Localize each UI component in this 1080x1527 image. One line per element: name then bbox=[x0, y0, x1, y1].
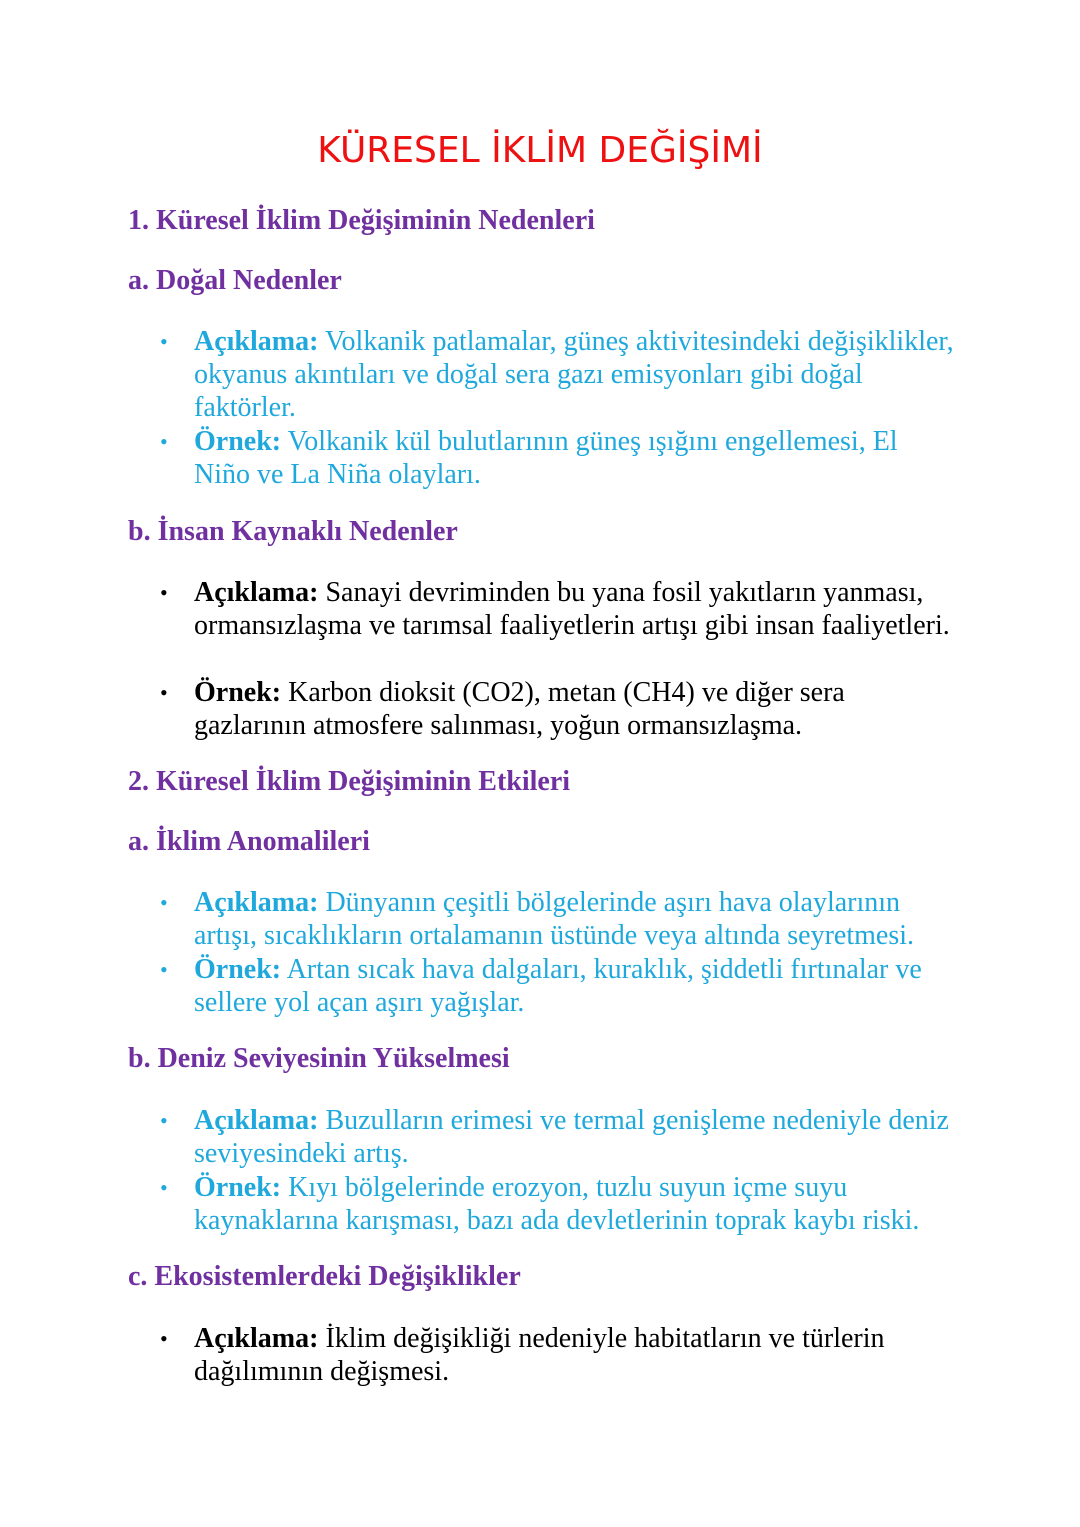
list-item-ecosystems-explanation bbox=[160, 1322, 960, 1388]
item-label: Örnek: bbox=[194, 677, 282, 708]
item-text: Kıyı bölgelerinde erozyon, tuzlu suyun içme suyu kaynaklarına karışması, bazı ada devletlerinin toprak kaybı riski. bbox=[194, 1172, 920, 1236]
bullet-icon: • bbox=[160, 890, 168, 915]
bullet-icon: • bbox=[160, 1108, 168, 1133]
item-label: Örnek: bbox=[194, 426, 282, 457]
item-label: Örnek: bbox=[194, 1172, 282, 1203]
subsection-heading-ecosystems: c. Ekosistemlerdeki Değişiklikler bbox=[128, 1261, 521, 1292]
subsection-heading-climate-anomalies: a. İklim Anomalileri bbox=[128, 826, 370, 857]
item-text: Sanayi devriminden bu yana fosil yakıtların yanması, ormansızlaşma ve tarımsal faaliyetlerin artışı gibi insan faaliyetleri. bbox=[194, 577, 950, 641]
item-text: Artan sıcak hava dalgaları, kuraklık, şiddetli fırtınalar ve sellere yol açan aşırı yağışlar. bbox=[194, 954, 922, 1018]
item-label: Açıklama: bbox=[194, 326, 319, 357]
list-item-sea-level-explanation bbox=[160, 1104, 960, 1170]
list-item-natural-explanation bbox=[160, 325, 960, 424]
item-text: Buzulların erimesi ve termal genişleme nedeniyle deniz seviyesindeki artış. bbox=[194, 1105, 949, 1169]
bullet-icon: • bbox=[160, 1326, 168, 1351]
item-text: Volkanik kül bulutlarının güneş ışığını engellemesi, El Niño ve La Niña olayları. bbox=[194, 426, 898, 490]
list-item-anomalies-explanation bbox=[160, 886, 960, 952]
subsection-heading-human-causes: b. İnsan Kaynaklı Nedenler bbox=[128, 516, 458, 547]
item-label: Açıklama: bbox=[194, 577, 319, 608]
list-item-human-explanation bbox=[160, 576, 960, 642]
item-label: Açıklama: bbox=[194, 1323, 319, 1354]
item-label: Örnek: bbox=[194, 954, 282, 985]
item-label: Açıklama: bbox=[194, 887, 319, 918]
subsection-heading-sea-level: b. Deniz Seviyesinin Yükselmesi bbox=[128, 1043, 510, 1074]
section-heading-effects: 2. Küresel İklim Değişiminin Etkileri bbox=[128, 766, 571, 797]
bullet-icon: • bbox=[160, 329, 168, 354]
item-text: Volkanik patlamalar, güneş aktivitesindeki değişiklikler, okyanus akıntıları ve doğal sera gazı emisyonları gibi doğal faktörler. bbox=[194, 326, 954, 423]
item-label: Açıklama: bbox=[194, 1105, 319, 1136]
bullet-icon: • bbox=[160, 429, 168, 454]
bullet-icon: • bbox=[160, 1175, 168, 1200]
subsection-heading-natural-causes: a. Doğal Nedenler bbox=[128, 265, 342, 296]
list-item-anomalies-example bbox=[160, 953, 960, 1019]
list-item-sea-level-example bbox=[160, 1171, 960, 1237]
item-text: Dünyanın çeşitli bölgelerinde aşırı hava olaylarının artışı, sıcaklıkların ortalamanın üstünde veya altında seyretmesi. bbox=[194, 887, 915, 951]
section-heading-causes: 1. Küresel İklim Değişiminin Nedenleri bbox=[128, 205, 595, 236]
bullet-icon: • bbox=[160, 957, 168, 982]
item-text: Karbon dioksit (CO2), metan (CH4) ve diğer sera gazlarının atmosfere salınması, yoğun ormansızlaşma. bbox=[194, 677, 845, 741]
bullet-icon: • bbox=[160, 580, 168, 605]
bullet-icon: • bbox=[160, 680, 168, 705]
list-item-natural-example bbox=[160, 425, 960, 491]
list-item-human-example bbox=[160, 676, 960, 742]
item-text: İklim değişikliği nedeniyle habitatların ve türlerin dağılımının değişmesi. bbox=[194, 1323, 885, 1387]
page-title: KÜRESEL İKLİM DEĞİŞİMİ bbox=[317, 130, 763, 171]
